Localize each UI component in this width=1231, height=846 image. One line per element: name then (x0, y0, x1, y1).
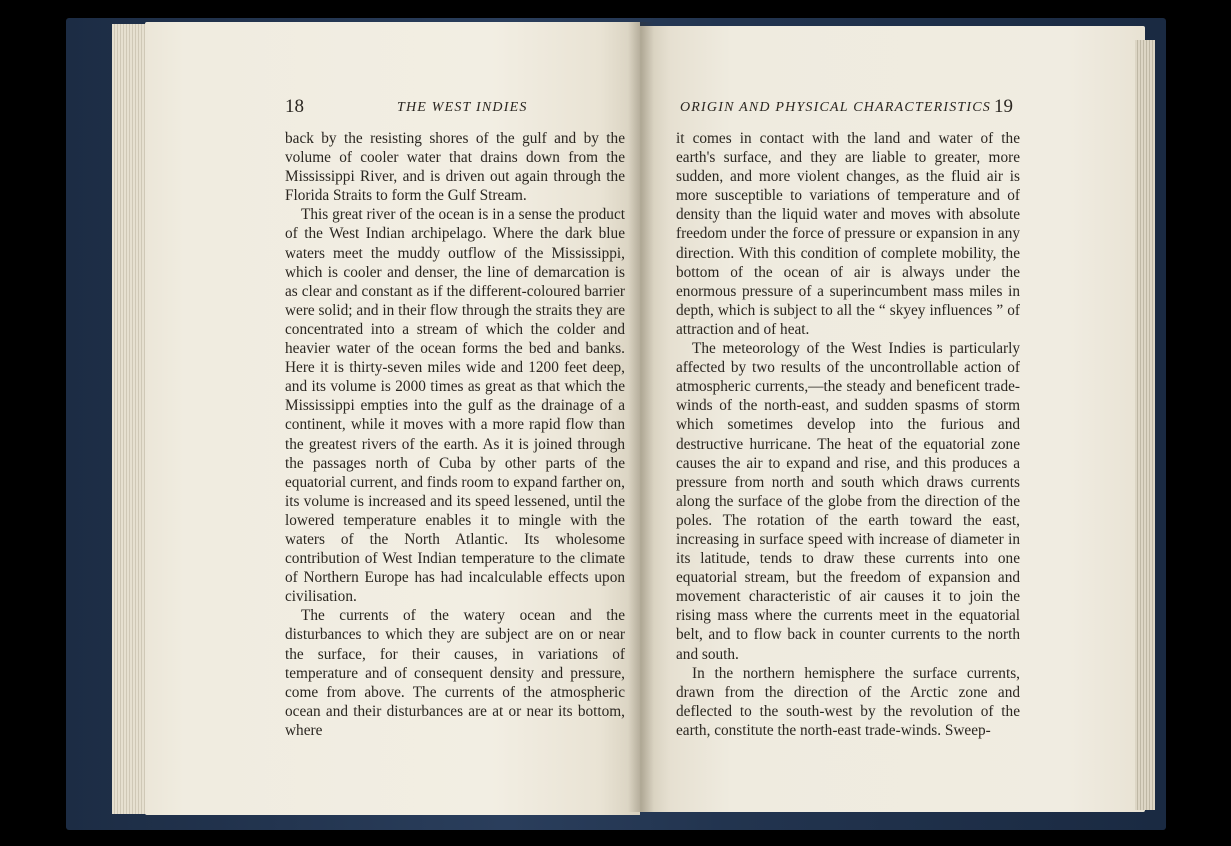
paragraph: In the northern hemisphere the surface currents, drawn from the direction of the Arctic zone and deflected to the south-west by the revolution of the earth, constitute the north-east trade-winds. Sweep- (676, 664, 1020, 739)
left-running-head: THE WEST INDIES (397, 100, 528, 115)
left-page-body (285, 129, 625, 740)
left-page-number: 18 (285, 96, 304, 117)
paragraph: This great river of the ocean is in a sense the product of the West Indian archipelago. Where the dark blue waters meet the muddy outflow of the Mississippi, which is cooler and denser, the line of demarcation is as clear and constant as if the different-coloured barrier were solid; and in their flow through the straits they are concentrated into a stream of which the colder and heavier water of the ocean forms the bed and banks. Here it is thirty-seven miles wide and 1200 feet deep, and its volume is 2000 times as great as that which the Mississippi empties into the gulf as the drainage of a continent, while it moves with a more rapid flow than the greatest rivers of the earth. As it is joined through the passages north of Cuba by other parts of the equatorial current, and finds room to expand farther on, its volume is increased and its speed lessened, until the lowered temperature enables it to mingle with the waters of the North Atlantic. Its wholesome contribution of West Indian temperature to the climate of Northern Europe has had incalculable effects upon civilisation. (285, 206, 625, 606)
book-gutter (628, 22, 654, 812)
right-running-head: ORIGIN AND PHYSICAL CHARACTERISTICS (680, 100, 991, 115)
right-page-number: 19 (994, 96, 1013, 117)
paragraph: The currents of the watery ocean and the disturbances to which they are subject are on or near the surface, for their causes, in variations of temperature and of consequent density and pressure, come from above. The currents of the atmospheric ocean and their disturbances are at or near its bottom, where (285, 607, 625, 739)
paragraph: The meteorology of the West Indies is particularly affected by two results of the uncontrollable action of atmospheric currents,—the steady and beneficent trade-winds of the north-east, and sudden spasms of storm which sometimes develop into the furious and destructive hurricane. The heat of the equatorial zone causes the air to expand and rise, and this produces a pressure from north and south which draws currents along the surface of the globe from the direction of the poles. The rotation of the earth toward the east, increasing in surface speed with increase of diameter in its latitude, tends to draw these currents into one equatorial stream, but the freedom of expansion and movement characteristic of air causes it to join the rising mass where the currents meet in the equatorial belt, and to flow back in counter currents to the north and south. (676, 340, 1020, 663)
paragraph: back by the resisting shores of the gulf and by the volume of cooler water that drains down from the Mississippi River, and is driven out again through the Florida Straits to form the Gulf Stream. (285, 130, 625, 205)
right-page-edges (1135, 40, 1155, 810)
right-page-body (676, 129, 1020, 740)
paragraph: it comes in contact with the land and water of the earth's surface, and they are liable to greater, more sudden, and more violent changes, as the fluid air is more susceptible to variations of temperature and of density than the liquid water and moves with absolute freedom under the force of pressure or expansion in any direction. With this condition of complete mobility, the bottom of the ocean of air is always under the enormous pressure of a superincumbent mass miles in depth, which is subject to all the “ skyey influences ” of attraction and of heat. (676, 130, 1020, 338)
